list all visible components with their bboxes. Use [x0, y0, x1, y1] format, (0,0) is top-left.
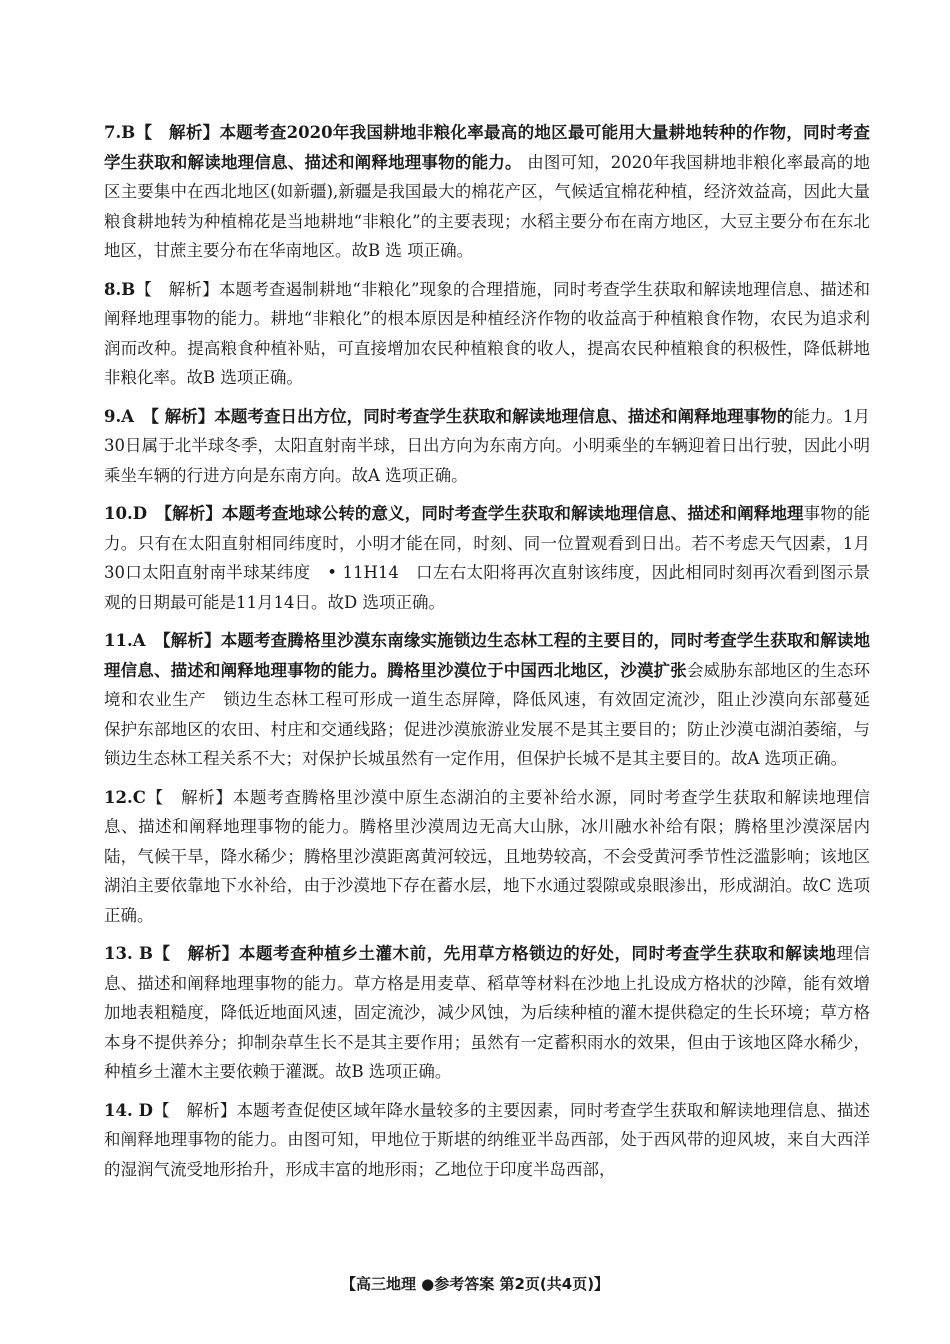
answer-item [104, 275, 870, 393]
answer-item [104, 402, 870, 491]
analysis-tag: 【 解析】 [152, 944, 239, 963]
question-number: 8.B [104, 279, 136, 299]
answer-paragraph [104, 783, 870, 931]
analysis-tag: 【 解析】 [134, 406, 215, 426]
answer-paragraph [104, 118, 870, 266]
analysis-tag: 【 解析】 [135, 123, 220, 142]
answer-item [104, 1096, 870, 1185]
analysis-tag: 【解析】 [147, 504, 222, 523]
analysis-tag: 【 解析】 [135, 279, 219, 299]
analysis-bold-text: 本题考查日出方位，同时考查学生获取和解读地理信息、描述和阐释地理事物的 [214, 406, 794, 426]
answer-paragraph [104, 402, 870, 491]
analysis-bold-text: 本题考查2020年我国耕地非粮化率最高的地区最可能用大量耕地转种的作物，同时考查学生获取和解读地理信息、描述和阐释地理事物的能力。 [104, 123, 870, 172]
answer-item [104, 118, 870, 266]
page-footer: 【高三地理 ●参考答案 第2页(共4页)】 [340, 1275, 610, 1293]
analysis-text: 本题考查遏制耕地“非粮化”现象的合理措施，同时考查学生获取和解读地理信息、描述和阐释地理事物的能力。耕地“非粮化”的根本原因是种植经济作物的收益高于种植粮食作物，农民为追求利润而改种。提高粮食种植补贴，可直接增加农民种植粮食的收人，提高农民种植粮食的积极性，降低耕地非粮化率。故B 选项正确。 [104, 279, 871, 387]
analysis-text: 本题考查促使区域年降水量较多的主要因素，同时考查学生获取和解读地理信息、描述和阐释地理事物的能力。由图可知，甲地位于斯堪的纳维亚半岛西部，处于西风带的迎风坡，来自大西洋的湿润气流受地形抬升，形成丰富的地形雨；乙地位于印度半岛西部， [104, 1100, 871, 1179]
question-number: 12.C [104, 787, 146, 807]
answer-item [104, 783, 870, 931]
question-number: 11.A [104, 631, 146, 650]
question-number: 10.D [104, 504, 148, 523]
answer-item [104, 499, 870, 617]
answer-list [104, 118, 887, 1193]
analysis-tag: 【 解析】 [145, 787, 233, 807]
answer-item [104, 939, 870, 1087]
analysis-tag: 【 解析】 [152, 1100, 237, 1120]
answer-paragraph [104, 275, 870, 393]
analysis-tag: 【解析】 [145, 631, 221, 650]
analysis-text: 本题考查腾格里沙漠中原生态湖泊的主要补给水源，同时考查学生获取和解读地理信息、描述和阐释地理事物的能力。腾格里沙漠周边无高大山脉，冰川融水补给有限；腾格里沙漠深居内陆，气候干旱，降水稀少；腾格里沙漠距离黄河较远，且地势较高，不会受黄河季节性泛滥影响；该地区湖泊主要依靠地下水补给，由于沙漠地下存在蓄水层，地下水通过裂隙或泉眼渗出，形成湖泊。故C 选项正确。 [104, 787, 871, 925]
answer-paragraph [104, 626, 887, 774]
analysis-bold-text: 本题考查种植乡土灌木前，先用草方格锁边的好处，同时考查学生获取和解读地 [238, 944, 837, 963]
answer-paragraph [104, 499, 870, 617]
question-number: 9.A [104, 406, 135, 426]
question-number: 14. D [104, 1100, 153, 1120]
analysis-text: 事物的能力。只有在太阳直射相同纬度时，小明才能在同，时刻、同一位置观看到日出。若不考虑天气因素，1月30口太阳直射南半球某纬度 • 11H14 口左右太阳将再次直射该纬度，因此相同时刻再次看到图示景观的日期最可能是11月14日。故D 选项正确。 [104, 504, 871, 612]
analysis-text: 理信息、描述和阐释地理事物的能力。草方格是用麦草、稻草等材料在沙地上扎设成方格状的沙障，能有效增加地表粗糙度，降低近地面风速，固定流沙，减少风蚀，为后续种植的灌木提供稳定的生长环境；草方格本身不提供养分；抑制杂草生长不是其主要作用；虽然有一定蓄积雨水的效果，但由于该地区降水稀少，种植乡土灌木主要依赖于灌溉。故B 选项正确。 [104, 944, 871, 1081]
analysis-text: 能力。1月30日属于北半球冬季，太阳直射南半球，日出方向为东南方向。小明乘坐的车辆迎着日出行驶，因此小明乘坐车辆的行进方向是东南方向。故A 选项正确。 [104, 406, 870, 485]
analysis-bold-text: 本题考查腾格里沙漠东南缘实施锁边生态林工程的主要目的，同时考查学生获取和解读地理信息、描述和阐释地理事物的能力。腾格里沙漠位于中国西北地区，沙漠扩张 [104, 631, 871, 680]
analysis-bold-text: 本题考查地球公转的意义，同时考查学生获取和解读地理信息、描述和阐释地理 [221, 504, 804, 523]
question-number: 7.B [104, 123, 136, 142]
answer-item [104, 626, 887, 774]
answer-paragraph [104, 1096, 870, 1185]
analysis-text: 会威胁东部地区的生态环境和农业生产 锁边生态林工程可形成一道生态屏障，降低风速，有效固定流沙，阻止沙漠向东部蔓延 保护东部地区的农田、村庄和交通线路；促进沙漠旅游业发展不是其主要目的；防止沙漠屯湖泊萎缩，与锁边生态林工程关系不大；对保护长城虽然有一定作用，但保护长城不是其主要目的。故A 选项正确。 [104, 660, 887, 768]
analysis-text: 由图可知，2020年我国耕地非粮化率最高的地区主要集中在西北地区(如新疆),新疆是我国最大的棉花产区，气候适宜棉花种植，经济效益高，因此大量粮食耕地转为种植棉花是当地耕地“非粮化”的主要表现；水稻主要分布在南方地区，大豆主要分布在东北地区，甘蔗主要分布在华南地区。故B 选 项正确。 [104, 152, 870, 260]
question-number: 13. B [104, 944, 153, 963]
answer-paragraph [104, 939, 870, 1087]
